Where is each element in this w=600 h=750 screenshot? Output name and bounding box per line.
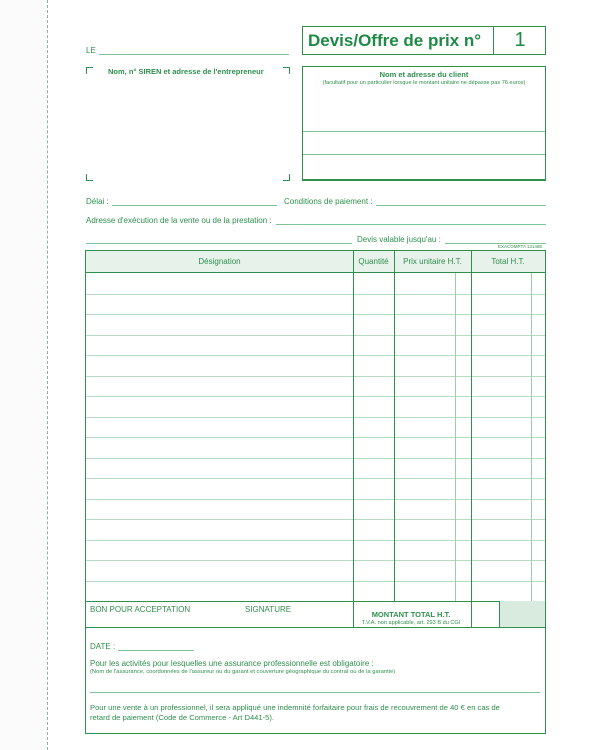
table-row	[86, 437, 545, 438]
designation-table	[85, 250, 546, 628]
header-quantite: Quantité	[358, 257, 389, 266]
indemnite-line-1: Pour une vente à un professionnel, il sera appliqué une indemnité forfaitaire pour frais de recouvrement de 40 € en cas de	[90, 703, 500, 712]
table-row	[86, 499, 545, 500]
client-line-1	[303, 131, 545, 132]
col-divider-total-cents	[531, 273, 532, 601]
perforation-line	[47, 0, 48, 750]
table-row	[86, 458, 545, 459]
table-row	[86, 581, 545, 582]
montant-total-value	[499, 601, 545, 627]
client-box	[302, 66, 546, 181]
date-line	[118, 650, 194, 651]
client-title: Nom et adresse du client	[379, 70, 469, 79]
corner-mark-bl	[86, 174, 93, 181]
col-divider-prix	[394, 251, 395, 601]
corner-mark-br	[283, 174, 290, 181]
bon-pour-acceptation: BON POUR ACCEPTATION	[90, 605, 191, 614]
document-number: 1	[514, 29, 526, 51]
date-label: DATE :	[90, 642, 116, 651]
indemnite-line-2: retard de paiement (Code de Commerce - Art D441-5).	[90, 713, 275, 722]
signature-label: SIGNATURE	[245, 605, 292, 614]
table-row	[86, 355, 545, 356]
table-row	[86, 560, 545, 561]
col-divider-prix-cents	[455, 273, 456, 601]
assurance-line	[90, 692, 540, 693]
conditions-line	[376, 205, 546, 206]
assurance-detail: (Nom de l'assurance, coordonnées de l'assureur ou du garant et couverture géographique du contrat ou de la garantie)	[90, 669, 396, 675]
client-line-2	[303, 154, 545, 155]
table-header	[86, 251, 545, 273]
corner-mark-tl	[86, 67, 93, 74]
title-box	[302, 26, 546, 55]
adresse-execution-label: Adresse d'exécution de la vente ou de la prestation :	[86, 216, 272, 225]
table-row	[86, 478, 545, 479]
conditions-label: Conditions de paiement :	[284, 197, 373, 206]
montant-total-label: MONTANT TOTAL H.T.	[371, 610, 451, 619]
reference-code: EXACOMPTA 13146E	[498, 244, 543, 249]
entrepreneur-label: Nom, n° SIREN et adresse de l'entrepreneur	[108, 67, 264, 76]
delai-line	[112, 205, 277, 206]
header-total: Total H.T.	[491, 257, 525, 266]
table-row	[86, 519, 545, 520]
table-row	[86, 294, 545, 295]
adresse-execution-line	[276, 224, 546, 225]
le-line	[99, 54, 289, 55]
table-row	[86, 540, 545, 541]
header-prix-unitaire: Prix unitaire H.T.	[403, 257, 462, 266]
footer-separator	[86, 601, 545, 602]
client-subtitle: (facultatif pour un particulier lorsque le montant unitaire ne dépasse pas 76 euros)	[322, 80, 526, 86]
binding-strip	[0, 0, 47, 750]
corner-mark-tr	[283, 67, 290, 74]
devis-valable-label: Devis valable jusqu'au :	[357, 235, 441, 244]
table-row	[86, 396, 545, 397]
tva-note: T.V.A. non applicable, art. 293 B du CGI	[361, 620, 461, 626]
document-title: Devis/Offre de prix n°	[308, 31, 482, 50]
col-divider-quantite	[353, 251, 354, 601]
le-label: LE	[86, 46, 96, 55]
col-divider-total	[471, 251, 472, 627]
adresse-line-2	[86, 243, 352, 244]
table-row	[86, 376, 545, 377]
header-designation: Désignation	[198, 257, 241, 266]
delai-label: Délai :	[86, 197, 109, 206]
assurance-label: Pour les activités pour lesquelles une assurance professionnelle est obligatoire :	[90, 659, 374, 668]
table-row	[86, 335, 545, 336]
table-row	[86, 314, 545, 315]
table-row	[86, 417, 545, 418]
